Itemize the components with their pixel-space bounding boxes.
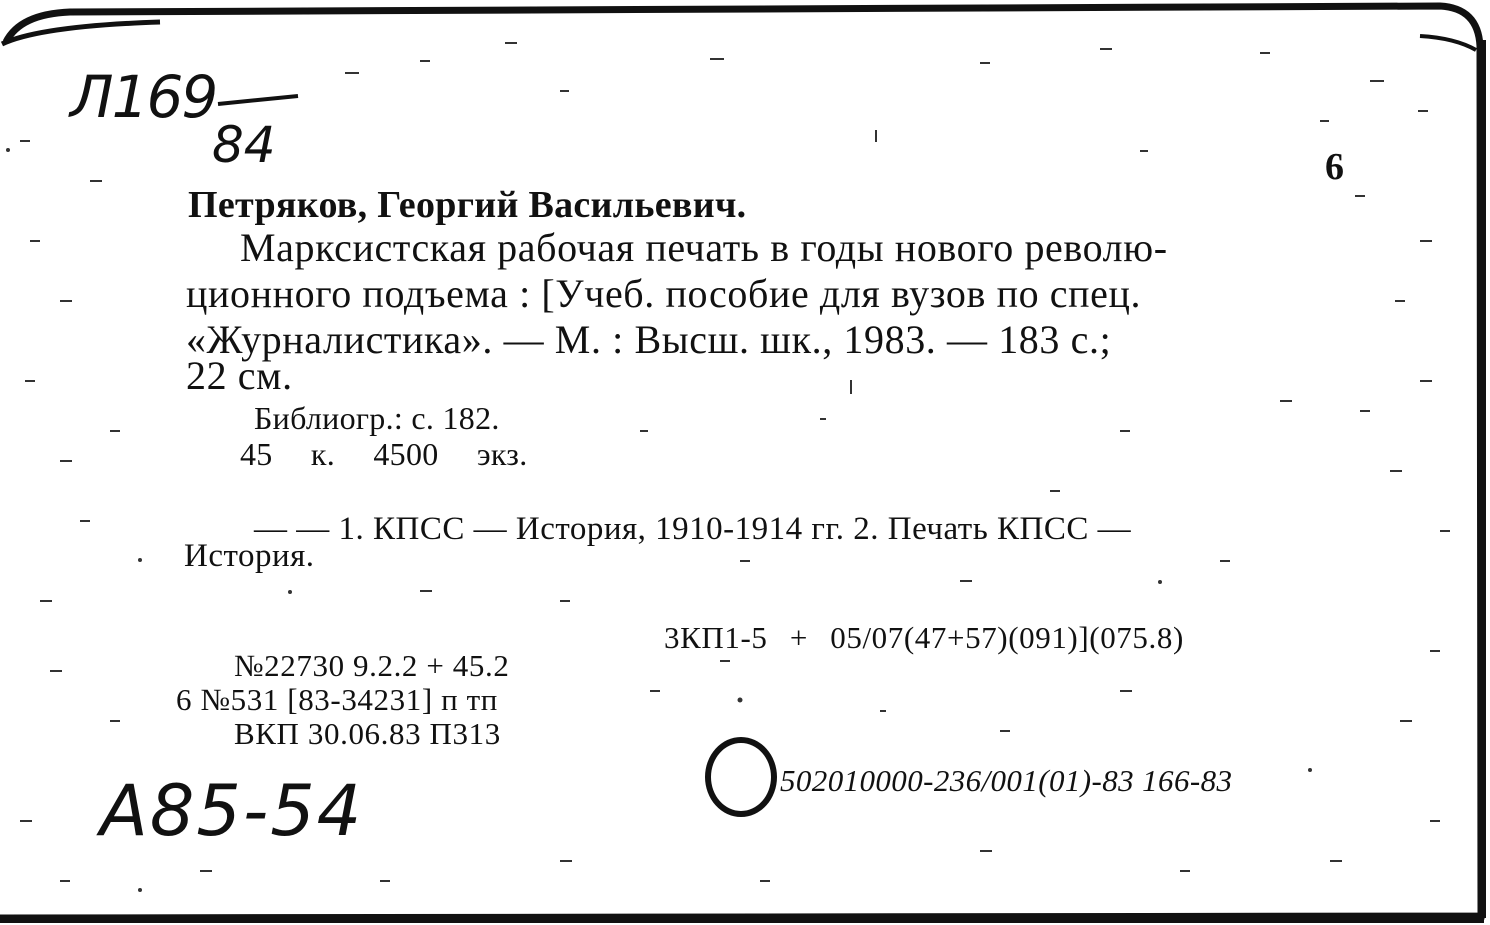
card-number: 6: [1325, 146, 1344, 188]
bibliography-note: Библиогр.: с. 182.: [254, 400, 500, 436]
price-print-run: 45 к. 4500 экз.: [240, 436, 528, 472]
description-line: Марксистская рабочая печать в годы нового револю-: [240, 225, 1168, 270]
description-line: «Журналистика». — М. : Высш. шк., 1983. — 183 с.;: [186, 317, 1112, 362]
bookseller-line: 6 №531 [83-34231] п тп: [176, 682, 498, 717]
index-code: 502010000-236/001(01)-83 166-83: [780, 763, 1233, 798]
description-line: ционного подъема : [Учеб. пособие для вузов по спец.: [186, 271, 1142, 316]
circle-stamp: [705, 737, 777, 817]
description-line: 22 см.: [186, 353, 293, 398]
author-heading: Петряков, Георгий Васильевич.: [188, 184, 747, 226]
bookseller-line: №22730 9.2.2 + 45.2: [234, 648, 510, 683]
inventory-number: А85-54: [100, 770, 364, 852]
shelf-mark-bottom: 84: [212, 116, 276, 174]
bbk-code: 3КП1-5 + 05/07(47+57)(091)](075.8): [664, 620, 1184, 655]
shelf-mark-top: Л169: [70, 63, 217, 131]
subject-headings-line: История.: [184, 538, 315, 574]
bookseller-line: ВКП 30.06.83 П313: [234, 716, 501, 751]
subject-headings-line: — — 1. КПСС — История, 1910-1914 гг. 2. Печать КПСС —: [254, 511, 1132, 547]
